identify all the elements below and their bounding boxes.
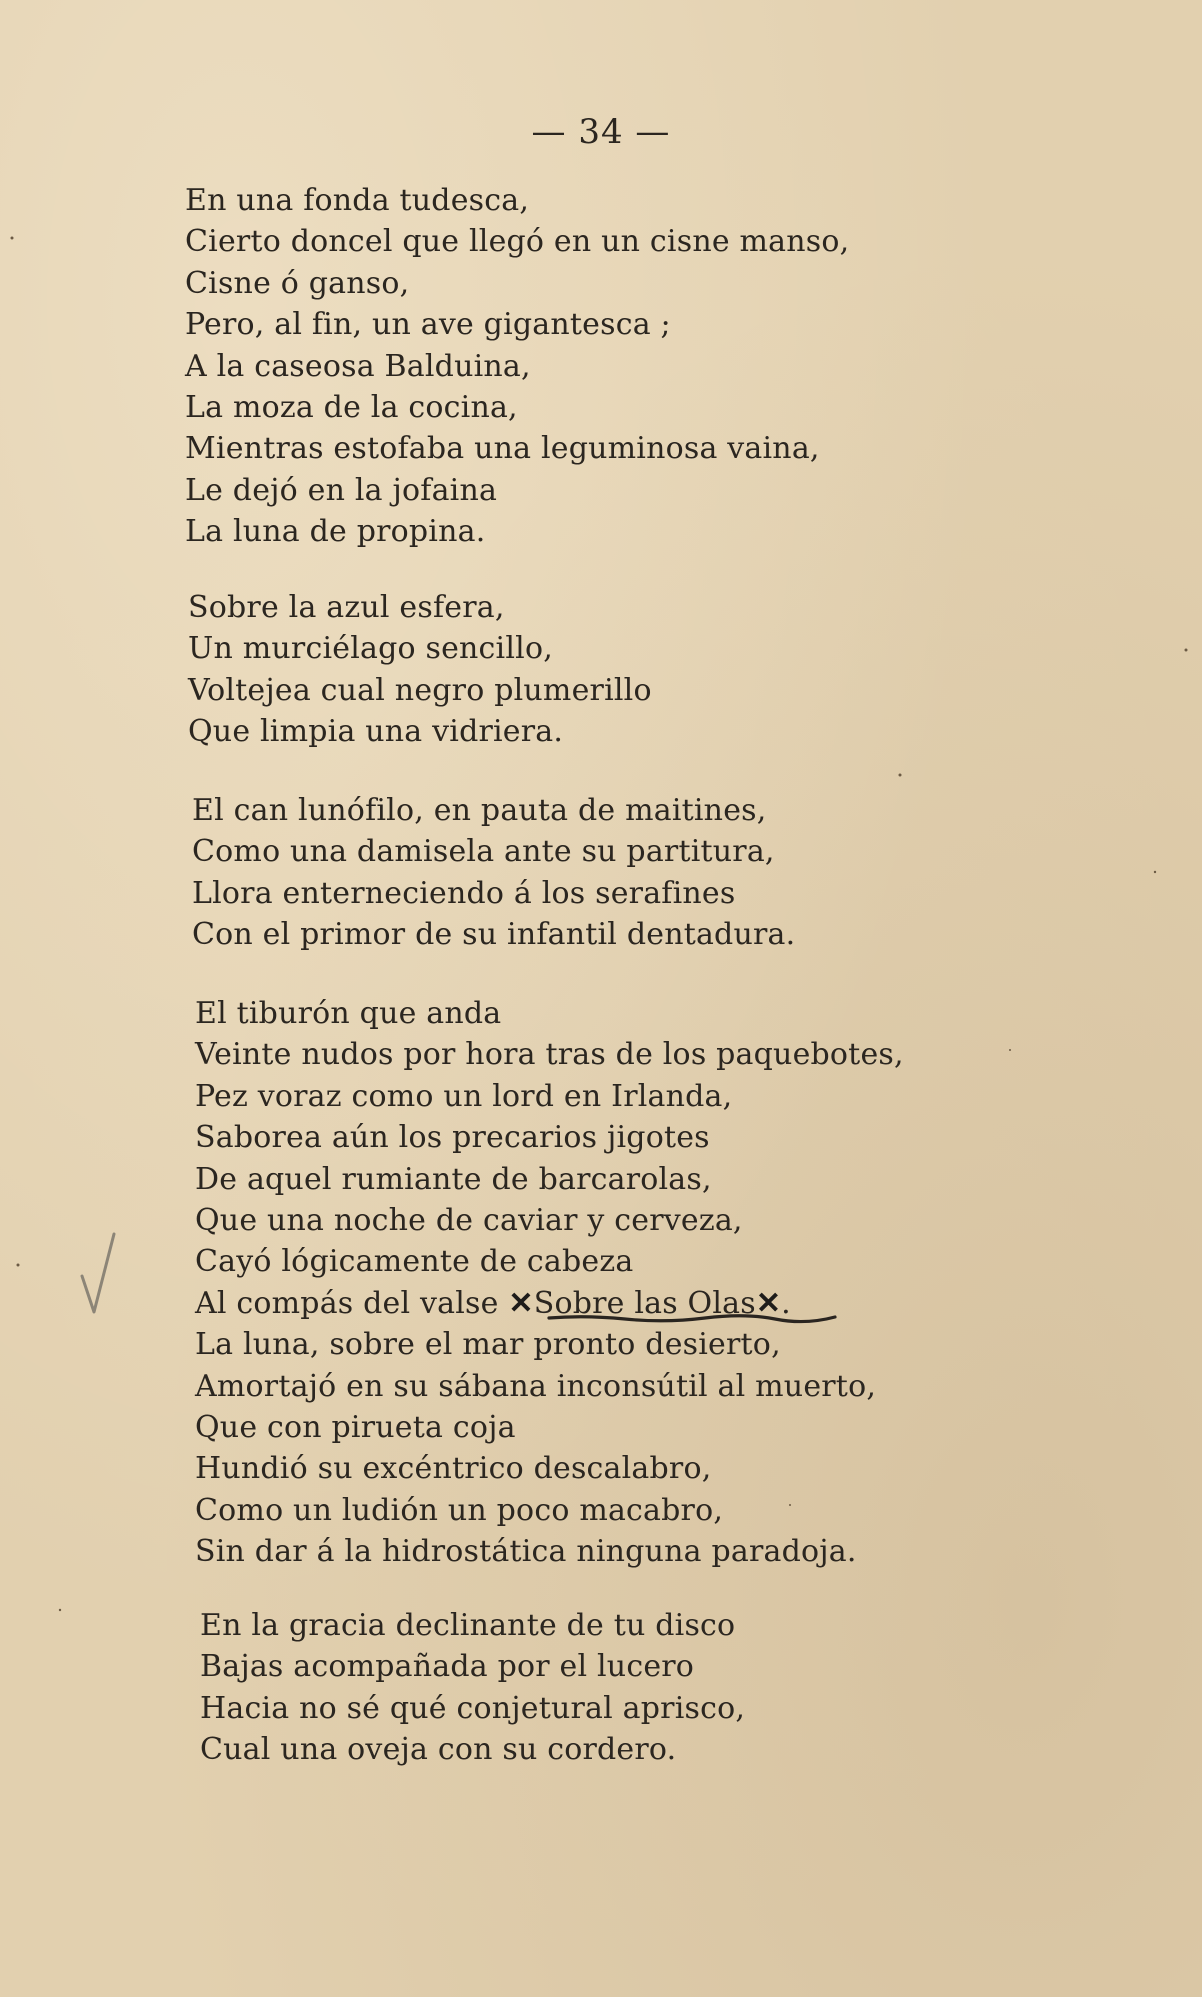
verse-line: Le dejó en la jofaina bbox=[185, 472, 498, 508]
verse-line: El can lunófilo, en pauta de maitines, bbox=[192, 793, 767, 828]
handwritten-x-mark: ✕ bbox=[755, 1285, 782, 1321]
handwritten-x-mark: ✕ bbox=[508, 1285, 534, 1321]
pencil-check-mark bbox=[74, 1230, 124, 1320]
verse-line: Hundió su excéntrico descalabro, bbox=[195, 1451, 712, 1487]
verse-line: Hacia no sé qué conjetural aprisco, bbox=[200, 1690, 746, 1726]
waltz-suffix: . bbox=[781, 1285, 791, 1321]
stanza-2 bbox=[188, 587, 652, 753]
verse-line: Pero, al fin, un ave gigantesca ; bbox=[185, 307, 671, 343]
verse-line: La moza de la cocina, bbox=[185, 390, 518, 426]
verse-line: Mientras estofaba una leguminosa vaina, bbox=[185, 431, 820, 467]
verse-line: En una fonda tudesca, bbox=[185, 183, 530, 218]
verse-line: Como una damisela ante su partitura, bbox=[192, 834, 775, 870]
verse-line: Llora enterneciendo á los serafines bbox=[192, 875, 736, 911]
page-number: — 34 — bbox=[531, 112, 671, 152]
verse-line: Pez voraz como un lord en Irlanda, bbox=[195, 1078, 733, 1114]
verse-line: Un murciélago sencillo, bbox=[188, 631, 553, 667]
verse-line: Con el primor de su infantil dentadura. bbox=[192, 917, 796, 953]
stanza-3 bbox=[192, 790, 795, 956]
waltz-title: Sobre las Olas bbox=[533, 1285, 756, 1321]
verse-line: Veinte nudos por hora tras de los paquebotes, bbox=[195, 1037, 904, 1073]
verse-line: En la gracia declinante de tu disco bbox=[200, 1608, 736, 1643]
verse-line: Sobre la azul esfera, bbox=[188, 590, 505, 625]
verse-line: Cierto doncel que llegó en un cisne manso, bbox=[185, 224, 850, 260]
verse-line: La luna, sobre el mar pronto desierto, bbox=[195, 1327, 781, 1363]
verse-line: Bajas acompañada por el lucero bbox=[200, 1649, 695, 1685]
verse-line: Saborea aún los precarios jigotes bbox=[195, 1120, 710, 1156]
verse-line: Como un ludión un poco macabro, bbox=[195, 1492, 724, 1528]
verse-line: La luna de propina. bbox=[185, 514, 486, 550]
verse-line: Que limpia una vidriera. bbox=[188, 714, 564, 750]
waltz-prefix: Al compás del valse bbox=[195, 1285, 509, 1321]
verse-line: Que una noche de caviar y cerveza, bbox=[195, 1203, 743, 1239]
handwritten-underline bbox=[545, 1313, 845, 1327]
verse-line: Amortajó en su sábana inconsútil al muerto, bbox=[195, 1368, 877, 1404]
verse-line: A la caseosa Balduina, bbox=[185, 348, 531, 384]
stanza-1 bbox=[185, 180, 849, 553]
verse-line: Cisne ó ganso, bbox=[185, 265, 410, 301]
verse-line: Cual una oveja con su cordero. bbox=[200, 1732, 677, 1768]
verse-line: De aquel rumiante de barcarolas, bbox=[195, 1161, 712, 1197]
stanza-4 bbox=[195, 993, 904, 1573]
verse-line: Que con pirueta coja bbox=[195, 1410, 516, 1446]
verse-line: Sin dar á la hidrostática ninguna paradoja. bbox=[195, 1534, 857, 1570]
verse-line: Cayó lógicamente de cabeza bbox=[195, 1244, 634, 1280]
stanza-5 bbox=[200, 1605, 745, 1771]
verse-line: Voltejea cual negro plumerillo bbox=[188, 672, 652, 708]
verse-line: El tiburón que anda bbox=[195, 996, 502, 1031]
